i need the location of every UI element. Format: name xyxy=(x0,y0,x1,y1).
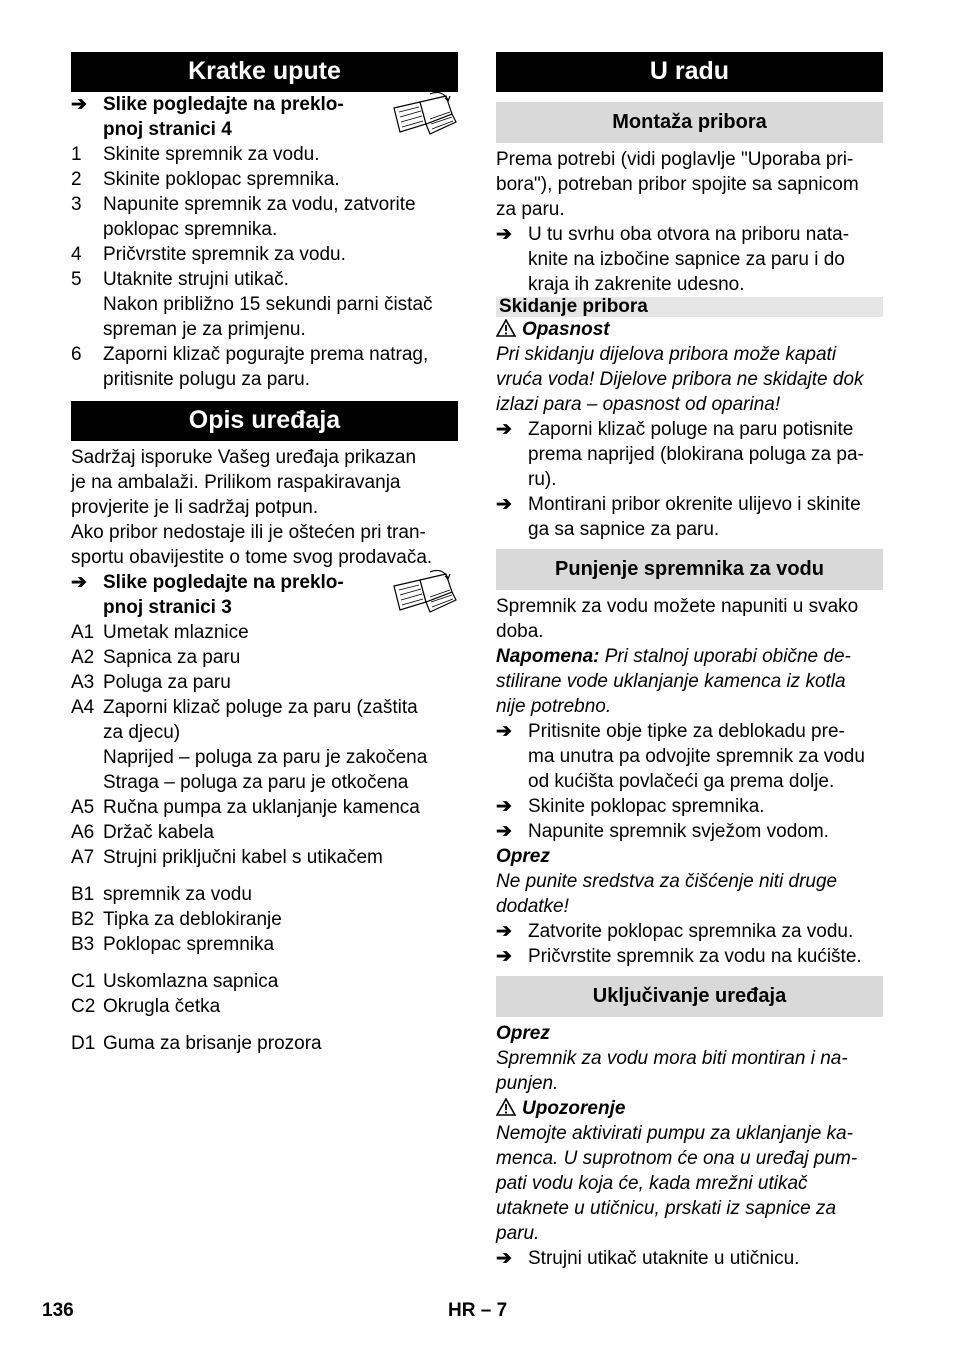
text-line: Spremnik za vodu mora biti montiran i na- xyxy=(496,1048,848,1069)
tank-filling-text xyxy=(496,594,883,644)
part-item-key: A5 xyxy=(71,797,95,818)
part-item xyxy=(71,845,458,870)
step-text: od kućišta povlačeći ga prema dolje. xyxy=(528,771,835,792)
part-item-text: Zaporni klizač poluge za paru (zaštita xyxy=(103,697,418,718)
part-item xyxy=(71,620,458,645)
quick-step-text: Skinite poklopac spremnika. xyxy=(103,169,340,190)
text-line: Ako pribor nedostaje ili je oštećen pri tran- xyxy=(71,522,426,543)
part-item xyxy=(71,695,458,795)
danger-text xyxy=(496,342,883,417)
quick-step-text: Nakon približno 15 sekundi parni čistač xyxy=(103,294,433,315)
tank-filling-heading: Punjenje spremnika za vodu xyxy=(496,549,883,590)
step-text: ru). xyxy=(528,469,557,490)
arrow-icon: ➔ xyxy=(496,921,512,942)
quick-step-text: Zaporni klizač pogurajte prema natrag, xyxy=(103,344,429,365)
step-text: Zaporni klizač poluge na paru potisnite xyxy=(528,419,854,440)
book-icon xyxy=(390,568,460,616)
step-text: ma unutra pa odvojite spremnik za vodu xyxy=(528,746,865,767)
quick-guide-heading: Kratke upute xyxy=(71,52,458,92)
tank-filling-note: Napomena: Pri stalnoj uporabi obične de- xyxy=(496,646,851,667)
part-item-key: A3 xyxy=(71,672,95,693)
part-item-text: Naprijed – poluga za paru je zakočena xyxy=(103,747,428,768)
quick-step-key: 4 xyxy=(71,244,82,265)
arrow-icon: ➔ xyxy=(496,796,512,817)
arrow-icon: ➔ xyxy=(496,494,512,515)
arrow-icon: ➔ xyxy=(71,94,87,115)
text-line: paru. xyxy=(496,1223,540,1244)
step-text: ga sa sapnice za paru. xyxy=(528,519,720,540)
quick-step xyxy=(71,242,458,267)
part-item-key: D1 xyxy=(71,1033,96,1054)
part-item-text: Poklopac spremnika xyxy=(103,934,275,955)
quick-step-text: spreman je za primjenu. xyxy=(103,319,306,340)
caution-text-2 xyxy=(496,1046,883,1096)
part-item-key: A4 xyxy=(71,697,95,718)
part-item-text: Ručna pumpa za uklanjanje kamenca xyxy=(103,797,420,818)
text-line: stilirane vode uklanjanje kamenca iz kotla xyxy=(496,671,846,692)
text-line: je na ambalaži. Prilikom raspakiravanja xyxy=(71,472,401,493)
step-text: prema naprijed (blokirana poluga za pa- xyxy=(528,444,864,465)
tank-filling-steps xyxy=(496,719,883,844)
accessory-removal-heading: Skidanje pribora xyxy=(496,297,883,317)
quick-step-key: 6 xyxy=(71,344,82,365)
part-item-text: Umetak mlaznice xyxy=(103,622,249,643)
instruction-step xyxy=(496,794,883,819)
tank-filling-steps-2 xyxy=(496,919,883,969)
quick-step-text: poklopac spremnika. xyxy=(103,219,278,240)
text-line: Pri skidanju dijelova pribora može kapati xyxy=(496,344,837,365)
part-item-key: A2 xyxy=(71,647,95,668)
accessory-mounting-heading: Montaža pribora xyxy=(496,102,883,143)
part-item-text: Okrugla četka xyxy=(103,996,221,1017)
text-line: bora"), potreban pribor spojite sa sapnicom xyxy=(496,174,859,195)
device-description-heading: Opis uređaja xyxy=(71,401,458,441)
part-item-key: B1 xyxy=(71,884,95,905)
instruction-step xyxy=(496,819,883,844)
quick-step-text: Napunite spremnik za vodu, zatvorite xyxy=(103,194,416,215)
arrow-icon: ➔ xyxy=(496,1248,512,1269)
warning-text xyxy=(496,1121,883,1246)
part-item-text: Sapnica za paru xyxy=(103,647,241,668)
right-column xyxy=(496,52,883,1271)
text-line: utaknete u utičnicu, prskati iz sapnice za xyxy=(496,1198,837,1219)
text-line: pati vodu koja će, kada mrežni utikač xyxy=(496,1173,808,1194)
step-text: Skinite poklopac spremnika. xyxy=(528,796,765,817)
arrow-icon: ➔ xyxy=(496,946,512,967)
part-item-text: Strujni priključni kabel s utikačem xyxy=(103,847,383,868)
parts-list-b xyxy=(71,882,458,957)
part-item-text: Tipka za deblokiranje xyxy=(103,909,282,930)
caution-label-1: Oprez xyxy=(496,846,550,867)
text-line: izlazi para – opasnost od oparina! xyxy=(496,394,781,415)
instruction-step xyxy=(496,492,883,542)
part-item xyxy=(71,820,458,845)
part-item-text: Uskomlazna sapnica xyxy=(103,971,279,992)
part-item-text: Straga – poluga za paru je otkočena xyxy=(103,772,409,793)
step-text: Pritisnite obje tipke za deblokadu pre- xyxy=(528,721,845,742)
text-line: za paru. xyxy=(496,199,565,220)
part-item xyxy=(71,795,458,820)
section-label: HR – 7 xyxy=(448,1300,508,1321)
part-item-text: Guma za brisanje prozora xyxy=(103,1033,322,1054)
quick-step xyxy=(71,142,458,167)
part-item xyxy=(71,1031,458,1056)
part-item-key: C1 xyxy=(71,971,96,992)
quick-step-text: Skinite spremnik za vodu. xyxy=(103,144,320,165)
step-text: U tu svrhu oba otvora na priboru nata- xyxy=(528,224,850,245)
accessory-mounting-step xyxy=(496,222,883,297)
text-line: Ne punite sredstva za čišćenje niti druge xyxy=(496,871,838,892)
part-item xyxy=(71,645,458,670)
plug-in-step: ➔ Strujni utikač utaknite u utičnicu. xyxy=(496,1248,800,1269)
part-item xyxy=(71,882,458,907)
quick-steps-list xyxy=(71,142,458,392)
figure-reference-2: ➔ Slike pogledajte na preklo- pnoj stranici 3 xyxy=(71,570,458,620)
quick-step-key: 3 xyxy=(71,194,82,215)
text-line: sportu obavijestite o tome svog prodavača. xyxy=(71,547,433,568)
part-item xyxy=(71,932,458,957)
part-item-key: B3 xyxy=(71,934,95,955)
warning-label: Upozorenje xyxy=(496,1096,883,1121)
intro-paragraph xyxy=(71,445,458,570)
arrow-icon: ➔ xyxy=(71,572,87,593)
instruction-step xyxy=(496,417,883,492)
text-line: provjerite je li sadržaj potpun. xyxy=(71,497,319,518)
accessory-mounting-text xyxy=(496,147,883,222)
quick-step xyxy=(71,192,458,242)
warning-triangle-icon xyxy=(496,1098,516,1116)
part-item-text: spremnik za vodu xyxy=(103,884,252,905)
text-line: punjen. xyxy=(496,1073,559,1094)
part-item-key: A7 xyxy=(71,847,95,868)
step-text: Montirani pribor okrenite ulijevo i skinite xyxy=(528,494,861,515)
arrow-icon: ➔ xyxy=(496,821,512,842)
arrow-icon: ➔ xyxy=(496,224,512,245)
part-item-key: C2 xyxy=(71,996,96,1017)
part-item xyxy=(71,670,458,695)
instruction-step xyxy=(496,222,883,297)
text-line: Sadržaj isporuke Vašeg uređaja prikazan xyxy=(71,447,417,468)
quick-step-text: Utaknite strujni utikač. xyxy=(103,269,289,290)
accessory-removal-steps xyxy=(496,417,883,542)
part-item xyxy=(71,969,458,994)
part-item xyxy=(71,994,458,1019)
part-item xyxy=(71,907,458,932)
caution-text-1 xyxy=(496,869,883,919)
warning-triangle-icon xyxy=(496,319,516,337)
quick-step xyxy=(71,267,458,342)
text-line: doba. xyxy=(496,621,544,642)
part-item-key: A1 xyxy=(71,622,95,643)
left-column xyxy=(71,52,458,1056)
part-item-key: A6 xyxy=(71,822,95,843)
operation-heading: U radu xyxy=(496,52,883,92)
quick-step-key: 2 xyxy=(71,169,82,190)
part-item-text: Držač kabela xyxy=(103,822,214,843)
quick-step-text: Pričvrstite spremnik za vodu. xyxy=(103,244,346,265)
instruction-step xyxy=(496,719,883,794)
quick-step-key: 1 xyxy=(71,144,82,165)
text-line: vruća voda! Dijelove pribora ne skidajte dok xyxy=(496,369,864,390)
step-text: Napunite spremnik svježom vodom. xyxy=(528,821,829,842)
text-line: Spremnik za vodu možete napuniti u svako xyxy=(496,596,859,617)
text-line: nije potrebno. xyxy=(496,696,612,717)
arrow-icon: ➔ xyxy=(496,419,512,440)
text-line: Prema potrebi (vidi poglavlje "Uporaba pri- xyxy=(496,149,854,170)
quick-step xyxy=(71,342,458,392)
page-number: 136 xyxy=(42,1300,74,1321)
part-item-text: Poluga za paru xyxy=(103,672,231,693)
quick-step-key: 5 xyxy=(71,269,82,290)
step-text: Zatvorite poklopac spremnika za vodu. xyxy=(528,921,854,942)
figure-reference-1: ➔ Slike pogledajte na preklo- pnoj stranici 4 xyxy=(71,92,458,142)
step-text: kraja ih zakrenite udesno. xyxy=(528,274,745,295)
parts-list-c xyxy=(71,969,458,1019)
text-line: dodatke! xyxy=(496,896,569,917)
caution-label-2: Oprez xyxy=(496,1023,550,1044)
danger-label: Opasnost xyxy=(496,317,883,342)
instruction-step xyxy=(496,944,883,969)
parts-list-a xyxy=(71,620,458,870)
step-text: Pričvrstite spremnik za vodu na kućište. xyxy=(528,946,862,967)
part-item-text: za djecu) xyxy=(103,722,181,743)
quick-step-text: pritisnite polugu za paru. xyxy=(103,369,311,390)
tank-filling-note-continued xyxy=(496,669,883,719)
step-text: knite na izbočine sapnice za paru i do xyxy=(528,249,845,270)
book-icon xyxy=(390,90,460,138)
part-item-key: B2 xyxy=(71,909,95,930)
parts-list-d xyxy=(71,1031,458,1056)
instruction-step xyxy=(496,919,883,944)
text-line: Nemojte aktivirati pumpu za uklanjanje ka- xyxy=(496,1123,853,1144)
arrow-icon: ➔ xyxy=(496,721,512,742)
quick-step xyxy=(71,167,458,192)
switch-on-heading: Uključivanje uređaja xyxy=(496,976,883,1017)
text-line: menca. U suprotnom će ona u uređaj pum- xyxy=(496,1148,858,1169)
